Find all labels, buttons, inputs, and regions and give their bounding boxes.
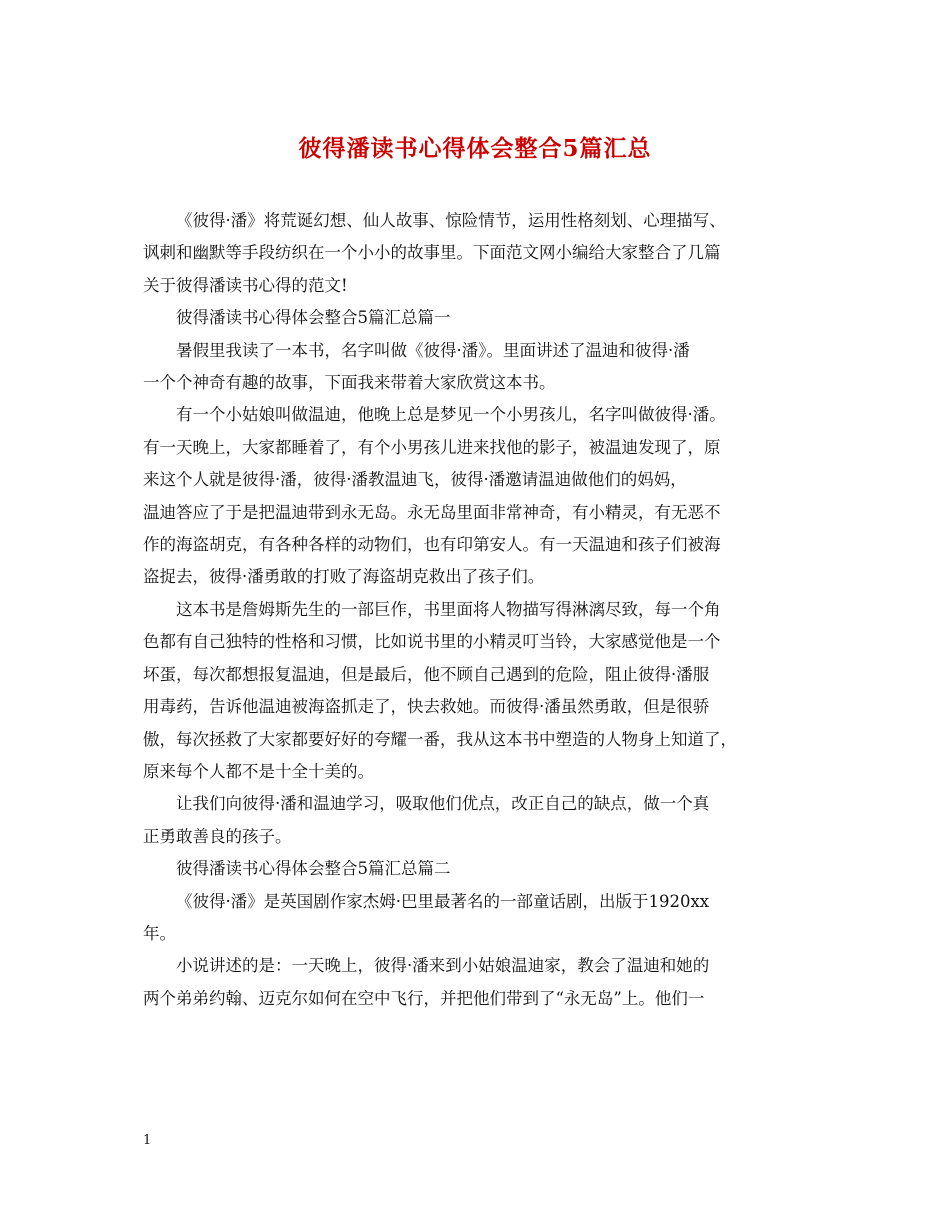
paragraph-line: 小说讲述的是：一天晚上，彼得·潘来到小姑娘温迪家，教会了温迪和她的 <box>176 956 710 976</box>
paragraph-line: 《彼得·潘》将荒诞幻想、仙人故事、惊险情节，运用性格刻划、心理描写、 <box>176 211 726 230</box>
paragraph <box>143 594 810 788</box>
paragraph-line: 关于彼得潘读书心得的范文! <box>143 275 348 295</box>
document-title: 彼得潘读书心得体会整合5篇汇总 <box>298 135 652 162</box>
page-number: 1 <box>143 1133 152 1148</box>
paragraph-line: 两个弟弟约翰、迈克尔如何在空中飞行，并把他们带到了“永无岛”上。他们一 <box>143 988 705 1008</box>
paragraph <box>143 886 810 951</box>
paragraph-line: 傲，每次拯救了大家都要好好的夸耀一番，我从这本书中塑造的人物身上知道了， <box>143 729 737 749</box>
paragraph-line: 彼得潘读书心得体会整合5篇汇总篇二 <box>176 859 451 879</box>
paragraph-line: 年。 <box>143 923 176 943</box>
paragraph-line: 讽刺和幽默等手段纺织在一个小小的故事里。下面范文网小编给大家整合了几篇 <box>143 243 721 263</box>
paragraph <box>143 853 810 885</box>
paragraph-line: 有一个小姑娘叫做温迪，他晚上总是梦见一个小男孩儿，名字叫做彼得·潘。 <box>176 405 726 425</box>
paragraph-line: 彼得潘读书心得体会整合5篇汇总篇一 <box>176 308 451 328</box>
paragraph-line: 《彼得·潘》是英国剧作家杰姆·巴里最著名的一部童话剧，出版于1920xx <box>176 891 710 911</box>
paragraph <box>143 788 810 853</box>
paragraph-line: 让我们向彼得·潘和温迪学习，吸取他们优点，改正自己的缺点，做一个真 <box>176 794 710 814</box>
paragraph-line: 这本书是詹姆斯先生的一部巨作，书里面将人物描写得淋漓尽致，每一个角 <box>176 599 721 619</box>
paragraph-line: 色都有自己独特的性格和习惯，比如说书里的小精灵叮当铃，大家感觉他是一个 <box>143 632 721 652</box>
paragraph <box>143 205 810 302</box>
paragraph-line: 用毒药，告诉他温迪被海盗抓走了，快去救她。而彼得·潘虽然勇敢，但是很骄 <box>143 697 710 717</box>
paragraph <box>143 950 810 1015</box>
paragraph-line: 暑假里我读了一本书，名字叫做《彼得·潘》。里面讲述了温迪和彼得·潘 <box>176 340 690 360</box>
paragraph-line: 原来每个人都不是十全十美的。 <box>143 761 374 781</box>
paragraph <box>143 302 810 334</box>
paragraph-line: 盗捉去，彼得·潘勇敢的打败了海盗胡克救出了孩子们。 <box>143 567 545 587</box>
paragraph-line: 来这个人就是彼得·潘，彼得·潘教温迪飞，彼得·潘邀请温迪做他们的妈妈， <box>143 470 687 490</box>
paragraph <box>143 335 810 400</box>
paragraph-line: 温迪答应了于是把温迪带到永无岛。永无岛里面非常神奇，有小精灵，有无恶不 <box>143 502 721 522</box>
paragraph-line: 正勇敢善良的孩子。 <box>143 826 292 846</box>
document-body <box>143 205 810 1015</box>
paragraph <box>143 399 810 593</box>
paragraph-line: 坏蛋，每次都想报复温迪，但是最后，他不顾自己遇到的危险，阻止彼得·潘服 <box>143 664 710 684</box>
paragraph-line: 一个个神奇有趣的故事，下面我来带着大家欣赏这本书。 <box>143 373 556 393</box>
paragraph-line: 有一天晚上，大家都睡着了，有个小男孩儿进来找他的影子，被温迪发现了，原 <box>143 437 721 457</box>
paragraph-line: 作的海盗胡克，有各种各样的动物们，也有印第安人。有一天温迪和孩子们被海 <box>143 535 721 555</box>
